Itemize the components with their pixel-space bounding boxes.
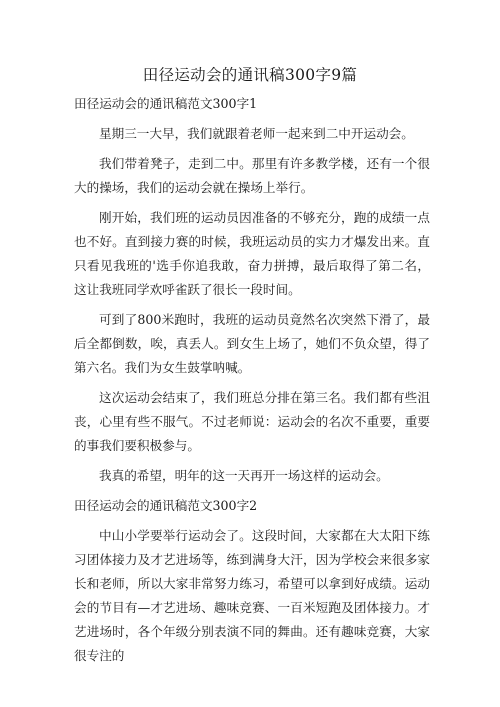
section-heading: 田径运动会的通讯稿范文300字1 xyxy=(74,96,258,111)
paragraph: 我真的希望，明年的这一天再开一场这样的运动会。 xyxy=(99,468,389,483)
paragraph: 刚开始，我们班的运动员因准备的不够充分，跑的成绩一点也不好。直到接力赛的时候，我班运动员的实力才爆发出来。直只看见我班的'选手你追我敢，奋力拼搏，最后取得了第二名，这让我班同学欢呼雀跃了很长一段时间。 xyxy=(74,210,430,297)
section-heading: 田径运动会的通讯稿范文300字2 xyxy=(74,498,258,513)
paragraph: 这次运动会结束了，我们班总分排在第三名。我们都有些沮丧，心里有些不服气。不过老师说：运动会的名次不重要，重要的事我们要积极参与。 xyxy=(74,390,430,453)
document-body xyxy=(74,92,430,674)
paragraph: 星期三一大早，我们就跟着老师一起来到二中开运动会。 xyxy=(99,126,414,141)
document-title: 田径运动会的通讯稿300字9篇 xyxy=(142,66,358,84)
paragraph: 我们带着凳子，走到二中。那里有许多教学楼，还有一个很大的操场，我们的运动会就在操场上举行。 xyxy=(74,156,430,195)
paragraph: 中山小学要举行运动会了。这段时间，大家都在大太阳下练习团体接力及才艺进场等，练到满身大汗，因为学校会来很多家长和老师，所以大家非常努力练习，希望可以拿到好成绩。运动会的节目有—才艺进场、趣味竞赛、一百米短跑及团体接力。才艺进场时，各个年级分别表演不同的舞曲。还有趣味竞赛，大家很专注的 xyxy=(74,528,430,663)
paragraph: 可到了800米跑时，我班的运动员竟然名次突然下滑了，最后全都倒数，唉，真丢人。到女生上场了，她们不负众望，得了第六名。我们为女生鼓掌呐喊。 xyxy=(74,312,430,375)
